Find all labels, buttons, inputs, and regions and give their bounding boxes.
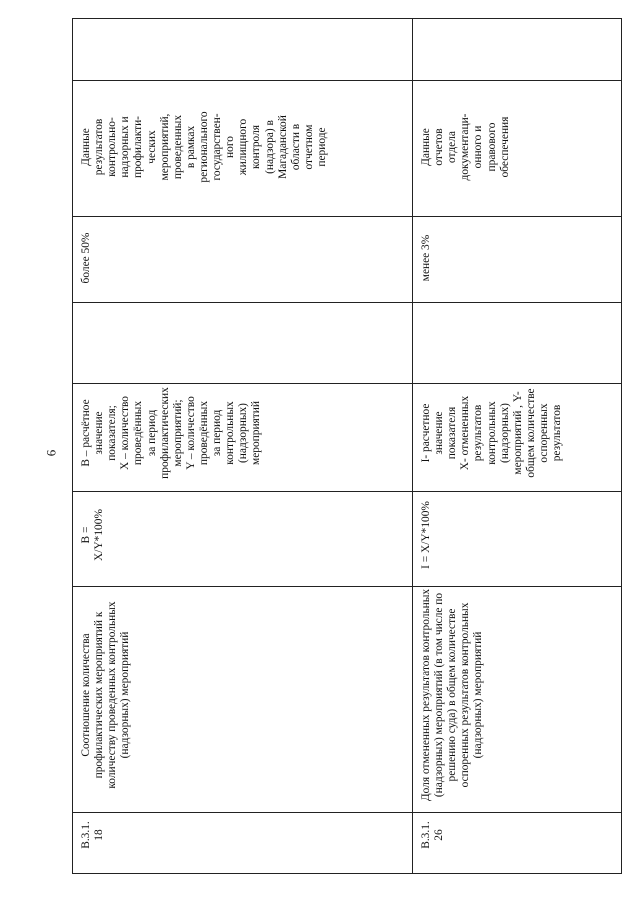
row2-target: менее 3% <box>420 234 432 282</box>
row2-vars: I- расчетное значение показателя X- отмененных результатов контрольных (надзорных) мероприятий , Y- общем количестве оспоренных результатов <box>420 388 564 478</box>
col-divider-source <box>72 216 622 217</box>
row1-code: В.3.1. 18 <box>80 821 106 849</box>
row2-source: Данные отчетов отдела документаци- онного и правового обеспечения <box>420 113 511 181</box>
page-number: 6 <box>43 449 59 457</box>
col-divider-name <box>72 812 622 813</box>
row2-formula: I = X/Y*100% <box>420 501 432 569</box>
col-divider-vars <box>72 491 622 492</box>
col-divider-extra <box>72 80 622 81</box>
row-divider <box>412 18 413 874</box>
row2-name: Доля отмененных результатов контрольных (надзорных) мероприятий (в том числе по решению суда) в общем количестве оспоренных результатов контрольных (надзорных) мероприятий <box>420 588 485 802</box>
row1-formula: В = X/Y*100% <box>80 509 106 561</box>
row1-name: Соотношение количества профилактических мероприятий к количеству проведенных контрольных (надзорных) мероприятий <box>80 601 132 789</box>
row1-target: более 50% <box>80 232 92 284</box>
col-divider-target <box>72 302 622 303</box>
col-divider-formula <box>72 586 622 587</box>
row1-vars: В – расчётное значение показателя; Х – количество проведённых за период профилактических мероприятий; Y – количество проведённых за период контрольных (надзорных) мероприятий <box>80 387 263 479</box>
row2-code: В.3.1. 26 <box>420 821 446 849</box>
row1-source: Данные результатов контрольно- надзорных и профилакти- ческих мероприятий, проведенных в рамках регионального государствен- ного жилищного контроля (надзора) в Магаданской области в отчетном периоде <box>80 111 328 183</box>
